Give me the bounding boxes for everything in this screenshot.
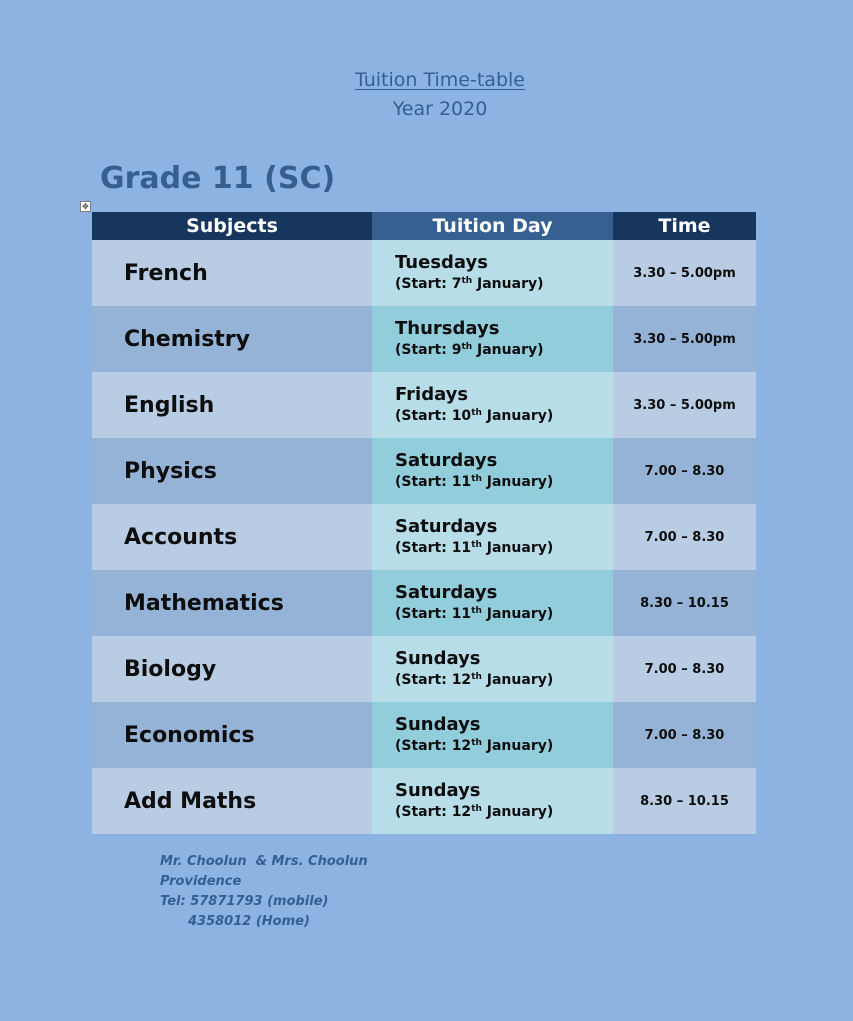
start-date [395,538,613,558]
column-header-tuition-day: Tuition Day [372,212,613,240]
start-date-month: January) [472,276,544,292]
start-date [395,604,613,624]
start-date-prefix: (Start: 11 [395,606,472,622]
tuition-day-cell [372,702,613,768]
start-date [395,670,613,690]
tuition-day-cell [372,372,613,438]
tuition-day-cell [372,504,613,570]
start-date-prefix: (Start: 10 [395,408,472,424]
time-cell: 7.00 – 8.30 [613,636,756,702]
subject-cell: French [92,240,372,306]
day-name: Thursdays [395,318,500,339]
day-name: Sundays [395,714,481,735]
tuition-day-cell [372,306,613,372]
start-date-month: January) [481,738,554,754]
day-name: Saturdays [395,450,498,471]
start-date-prefix: (Start: 11 [395,474,472,490]
start-date-prefix: (Start: 7 [395,276,462,292]
start-date-month: January) [481,474,554,490]
column-header-subjects: Subjects [92,212,372,240]
start-date-month: January) [481,672,554,688]
start-date [395,340,613,360]
start-date [395,274,613,294]
start-date-ordinal: th [461,276,473,286]
subject-cell: Economics [92,702,372,768]
start-date-ordinal: th [471,540,482,550]
start-date-ordinal: th [471,606,482,616]
table-row [92,306,756,372]
time-cell: 8.30 – 10.15 [613,768,756,834]
contact-tel-home: 4358012 (Home) [188,914,310,929]
start-date-prefix: (Start: 11 [395,540,472,556]
subject-cell: English [92,372,372,438]
contact-names: Mr. Choolun & Mrs. Choolun [160,854,368,869]
time-cell: 3.30 – 5.00pm [613,372,756,438]
start-date-prefix: (Start: 12 [395,804,472,820]
table-row [92,372,756,438]
start-date-month: January) [472,342,544,358]
table-row [92,570,756,636]
subject-cell: Accounts [92,504,372,570]
subject-cell: Biology [92,636,372,702]
column-header-time: Time [613,212,756,240]
table-row [92,636,756,702]
start-date [395,406,613,426]
day-name: Saturdays [395,516,498,537]
tuition-day-cell [372,240,613,306]
day-name: Fridays [395,384,469,405]
start-date-prefix: (Start: 12 [395,672,472,688]
move-icon[interactable]: ✥ [80,201,91,212]
table-row [92,702,756,768]
start-date-month: January) [481,804,554,820]
time-cell: 7.00 – 8.30 [613,438,756,504]
tuition-day-cell [372,570,613,636]
tuition-day-cell [372,438,613,504]
start-date-month: January) [481,540,554,556]
table-row [92,240,756,306]
table-row [92,768,756,834]
document-header [0,66,853,124]
table-row [92,504,756,570]
subject-cell: Mathematics [92,570,372,636]
day-name: Tuesdays [395,252,488,273]
time-cell: 7.00 – 8.30 [613,702,756,768]
tuition-day-cell [372,636,613,702]
table-row [92,438,756,504]
subject-cell: Add Maths [92,768,372,834]
subject-cell: Chemistry [92,306,372,372]
start-date [395,736,613,756]
document-title: Tuition Time-table [355,69,525,91]
start-date-prefix: (Start: 9 [395,342,462,358]
start-date-ordinal: th [471,804,482,814]
day-name: Sundays [395,780,481,801]
start-date-ordinal: th [471,738,482,748]
start-date [395,472,613,492]
start-date-ordinal: th [461,342,473,352]
time-cell: 7.00 – 8.30 [613,504,756,570]
start-date-ordinal: th [471,474,482,484]
tuition-day-cell [372,768,613,834]
document-year: Year 2020 [392,98,488,120]
start-date-ordinal: th [471,672,482,682]
day-name: Sundays [395,648,481,669]
start-date-prefix: (Start: 12 [395,738,472,754]
contact-tel-mobile: Tel: 57871793 (mobile) [160,894,329,909]
start-date-month: January) [481,606,554,622]
start-date-ordinal: th [471,408,482,418]
table-header-row [92,212,756,240]
contact-block [160,852,368,932]
time-cell: 3.30 – 5.00pm [613,240,756,306]
start-date [395,802,613,822]
contact-place: Providence [160,874,242,889]
time-cell: 3.30 – 5.00pm [613,306,756,372]
day-name: Saturdays [395,582,498,603]
subject-cell: Physics [92,438,372,504]
grade-heading: Grade 11 (SC) [100,161,336,196]
start-date-month: January) [481,408,554,424]
timetable [92,212,756,834]
time-cell: 8.30 – 10.15 [613,570,756,636]
